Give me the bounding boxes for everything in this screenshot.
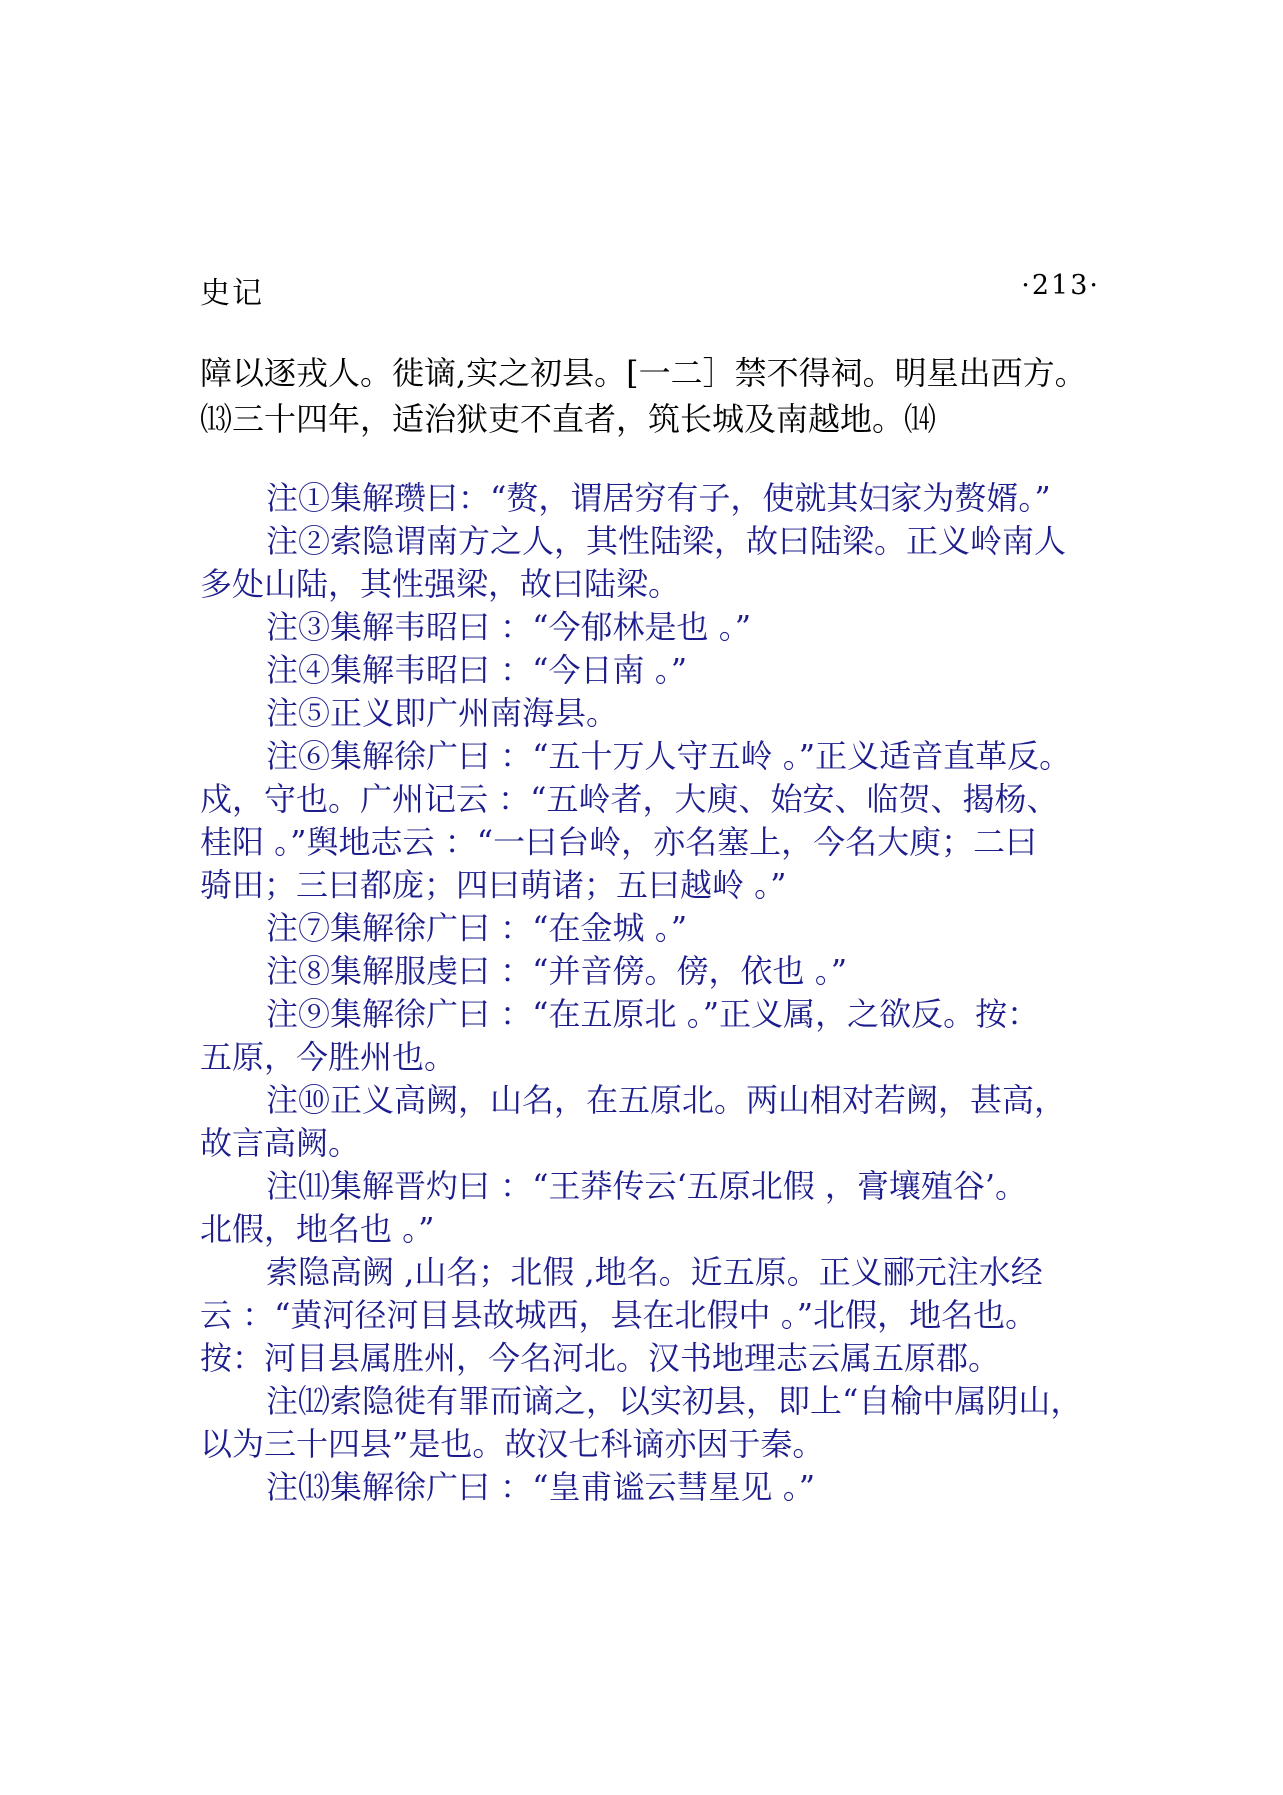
note-9 [200, 993, 1120, 1079]
note-line: 以为三十四县”是也。故汉七科谪亦因于秦。 [200, 1425, 825, 1463]
note-line: 注⑩正义高阙，山名，在五原北。两山相对若阙，甚高， [266, 1081, 1067, 1119]
note-line: 注⑿索隐徙有罪而谪之，以实初县，即上“自榆中属阴山， [266, 1382, 1083, 1420]
note-line: 注⑧集解服虔曰 ：“并音傍。傍，依也 。” [266, 952, 848, 990]
note-11-suoyin [200, 1251, 1120, 1380]
note-2 [200, 520, 1120, 606]
note-line: 云 ：“黄河径河目县故城西，县在北假中 。”北假，地名也。 [200, 1296, 1038, 1334]
note-line: 注③集解韦昭曰 ：“今郁林是也 。” [266, 608, 752, 646]
page-number: ·213· [1021, 270, 1100, 301]
note-line: 注⑥集解徐广曰 ：“五十万人守五岭 。”正义适音直革反。 [266, 737, 1072, 775]
note-12 [200, 1380, 1120, 1466]
note-line: 多处山陆，其性强梁，故曰陆梁。 [200, 565, 681, 603]
note-line: 注①集解瓒曰：“赘，谓居穷有子，使就其妇家为赘婿。” [266, 479, 1051, 517]
note-line: 五原，今胜州也。 [200, 1038, 457, 1076]
note-line: 注⑨集解徐广曰 ：“在五原北 。”正义属，之欲反。按： [266, 995, 1040, 1033]
note-line: 注④集解韦昭曰 ：“今日南 。” [266, 651, 688, 689]
note-11 [200, 1165, 1120, 1251]
note-line: 注⒀集解徐广曰 ：“皇甫谧云彗星见 。” [266, 1468, 816, 1506]
note-line: 北假，地名也 。” [200, 1210, 435, 1248]
note-line: 骑田；三曰都庞；四曰萌诸；五曰越岭 。” [200, 866, 787, 904]
annotations [200, 477, 1120, 1509]
note-7 [200, 907, 1120, 950]
note-1 [200, 477, 1120, 520]
note-line: 桂阳 。”舆地志云 ：“一曰台岭，亦名塞上，今名大庾；二曰 [200, 823, 1038, 861]
note-line: 注②索隐谓南方之人，其性陆梁，故曰陆梁。正义岭南人 [266, 522, 1067, 560]
note-8 [200, 950, 1120, 993]
page-header [200, 268, 1100, 311]
note-13 [200, 1466, 1120, 1509]
main-text [200, 350, 1120, 442]
note-line: 戍，守也。广州记云 ：“五岭者，大庾、始安、临贺、揭杨、 [200, 780, 1059, 818]
note-3 [200, 606, 1120, 649]
note-10 [200, 1079, 1120, 1165]
note-line: 索隐高阙 ,山名；北假 ,地名。近五原。正义郦元注水经 [266, 1253, 1043, 1291]
note-line: 注⑾集解晋灼曰 ：“王莽传云‘五原北假 ，膏壤殖谷’。 [266, 1167, 1028, 1205]
note-5 [200, 692, 1120, 735]
book-title: 史记 [200, 276, 264, 311]
main-text-line: 障以逐戎人。徙谪,实之初县。[一二］禁不得祠。明星出西方。 [200, 354, 1087, 392]
note-4 [200, 649, 1120, 692]
note-line: 注⑤正义即广州南海县。 [266, 694, 619, 732]
note-line: 故言高阙。 [200, 1124, 361, 1162]
note-line: 注⑦集解徐广曰 ：“在金城 。” [266, 909, 688, 947]
note-6 [200, 735, 1120, 907]
note-line: 按：河目县属胜州，今名河北。汉书地理志云属五原郡。 [200, 1339, 1001, 1377]
main-text-line: ⒀三十四年，适治狱吏不直者，筑长城及南越地。⒁ [200, 400, 937, 438]
